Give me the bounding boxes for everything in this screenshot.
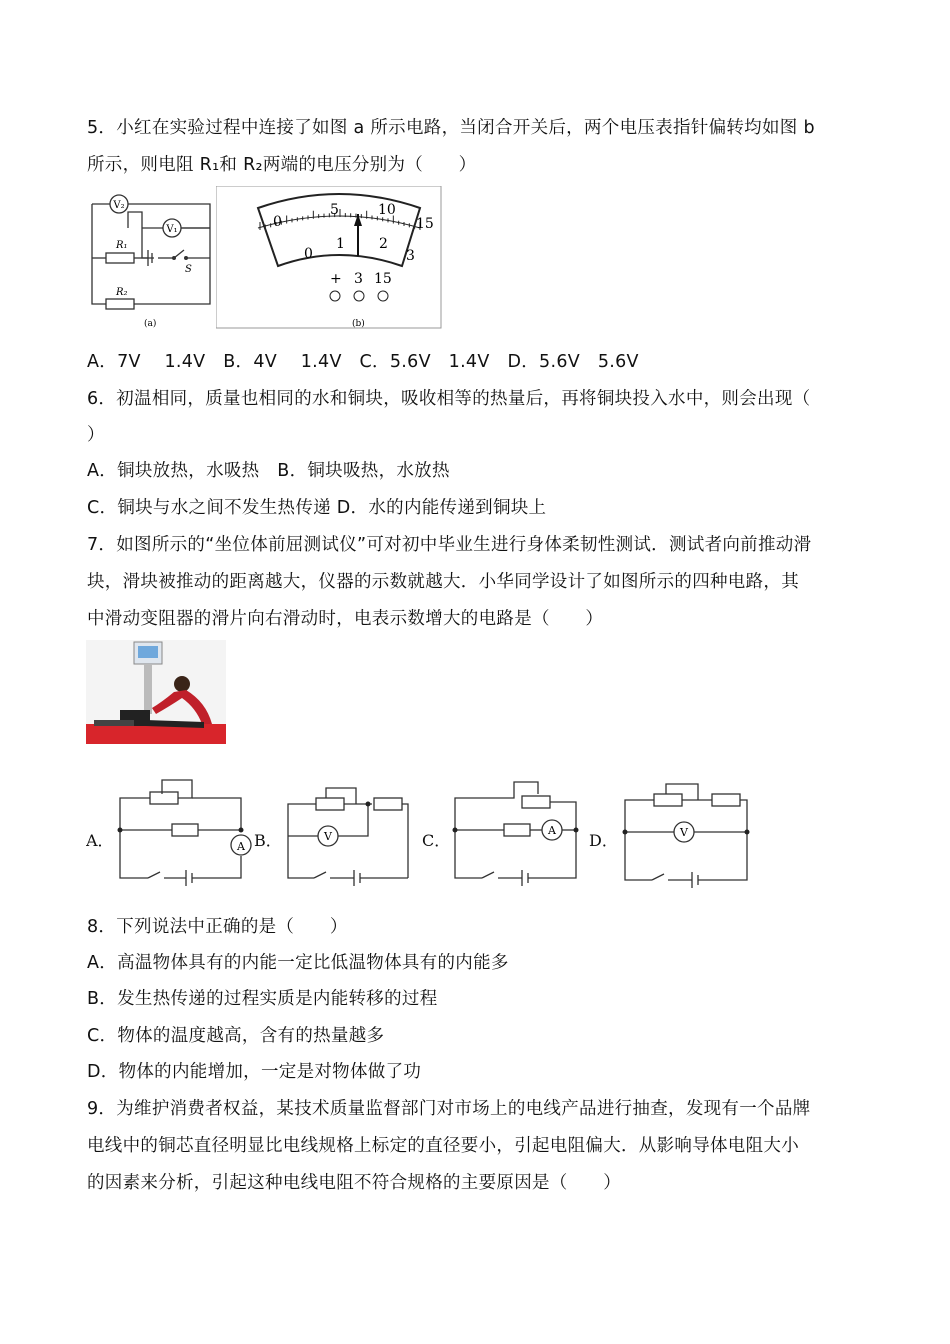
q8-option-a: A．高温物体具有的内能一定比低温物体具有的内能多 — [87, 953, 509, 973]
circuit-a-ammeter: A — [237, 840, 245, 853]
q7-stem-line2: 块，滑块被推动的距离越大，仪器的示数就越大．小华同学设计了如图所示的四种电路，其 — [87, 572, 799, 592]
circuit-b-label: B． — [254, 831, 282, 850]
circuit-b — [288, 788, 408, 886]
q8-stem: 8．下列说法中正确的是（ ） — [87, 917, 348, 937]
q5-options: A．7V 1.4V B．4V 1.4V C．5.6V 1.4V D．5.6V 5.6V — [87, 352, 639, 372]
q7-stem-line1: 7．如图所示的“坐位体前屈测试仪”可对初中毕业生进行身体柔韧性测试．测试者向前推动滑 — [87, 535, 812, 555]
circuit-a-label: A． — [86, 831, 114, 850]
q7-circuit-options — [86, 770, 756, 895]
flexibility-tester-photo — [86, 640, 226, 744]
scale15-5: 5 — [330, 202, 339, 218]
circuit-d-label: D． — [589, 831, 618, 850]
q5-circuit-figure-a — [86, 188, 216, 328]
terminal-3: 3 — [354, 271, 363, 287]
caption-a: (a) — [144, 319, 157, 328]
q6-stem-line1: 6．初温相同，质量也相同的水和铜块，吸收相等的热量后，再将铜块投入水中，则会出现（ — [87, 389, 811, 409]
q6-options-ab: A．铜块放热，水吸热 B．铜块吸热，水放热 — [87, 461, 450, 481]
scale3-3: 3 — [406, 248, 415, 264]
scale3-0: 0 — [304, 246, 313, 262]
q8-option-b: B．发生热传递的过程实质是内能转移的过程 — [87, 989, 438, 1009]
v2-meter-label: V₂ — [113, 200, 125, 211]
circuit-a — [120, 780, 251, 886]
circuit-c — [455, 782, 576, 886]
scale3-2: 2 — [379, 236, 388, 252]
circuit-c-label: C． — [422, 831, 451, 850]
q6-options-cd: C．铜块与水之间不发生热传递 D．水的内能传递到铜块上 — [87, 498, 547, 518]
q9-stem-line2: 电线中的铜芯直径明显比电线规格上标定的直径要小，引起电阻偏大．从影响导体电阻大小 — [87, 1136, 799, 1156]
q6-stem-line2: ） — [87, 425, 105, 445]
q5-voltmeter-dial-figure-b — [216, 186, 442, 329]
q7-stem-line3: 中滑动变阻器的滑片向右滑动时，电表示数增大的电路是（ ） — [87, 609, 604, 629]
q8-option-c: C．物体的温度越高，含有的热量越多 — [87, 1026, 385, 1046]
q5-stem-line1: 5．小红在实验过程中连接了如图 a 所示电路，当闭合开关后，两个电压表指针偏转均如图 b — [87, 118, 815, 138]
scale15-10: 10 — [378, 202, 396, 218]
q5-stem-line2: 所示，则电阻 R₁和 R₂两端的电压分别为（ ） — [87, 155, 477, 175]
q9-stem-line3: 的因素来分析，引起这种电线电阻不符合规格的主要原因是（ ） — [87, 1173, 621, 1193]
q8-option-d: D．物体的内能增加，一定是对物体做了功 — [87, 1062, 422, 1082]
switch-label: S — [185, 264, 192, 275]
v1-meter-label: V₁ — [166, 224, 178, 235]
scale15-15: 15 — [416, 216, 434, 232]
q9-stem-line1: 9．为维护消费者权益，某技术质量监督部门对市场上的电线产品进行抽查，发现有一个品牌 — [87, 1099, 811, 1119]
r2-label: R₂ — [116, 287, 128, 298]
scale3-1: 1 — [336, 236, 345, 252]
terminal-plus: + — [330, 271, 342, 287]
r1-label: R₁ — [116, 240, 128, 251]
circuit-c-ammeter: A — [548, 824, 556, 837]
circuit-b-voltmeter: V — [324, 830, 332, 843]
caption-b: (b) — [352, 319, 365, 329]
circuit-d-voltmeter: V — [680, 826, 688, 839]
scale15-0: 0 — [273, 214, 282, 230]
terminal-15: 15 — [374, 271, 392, 287]
